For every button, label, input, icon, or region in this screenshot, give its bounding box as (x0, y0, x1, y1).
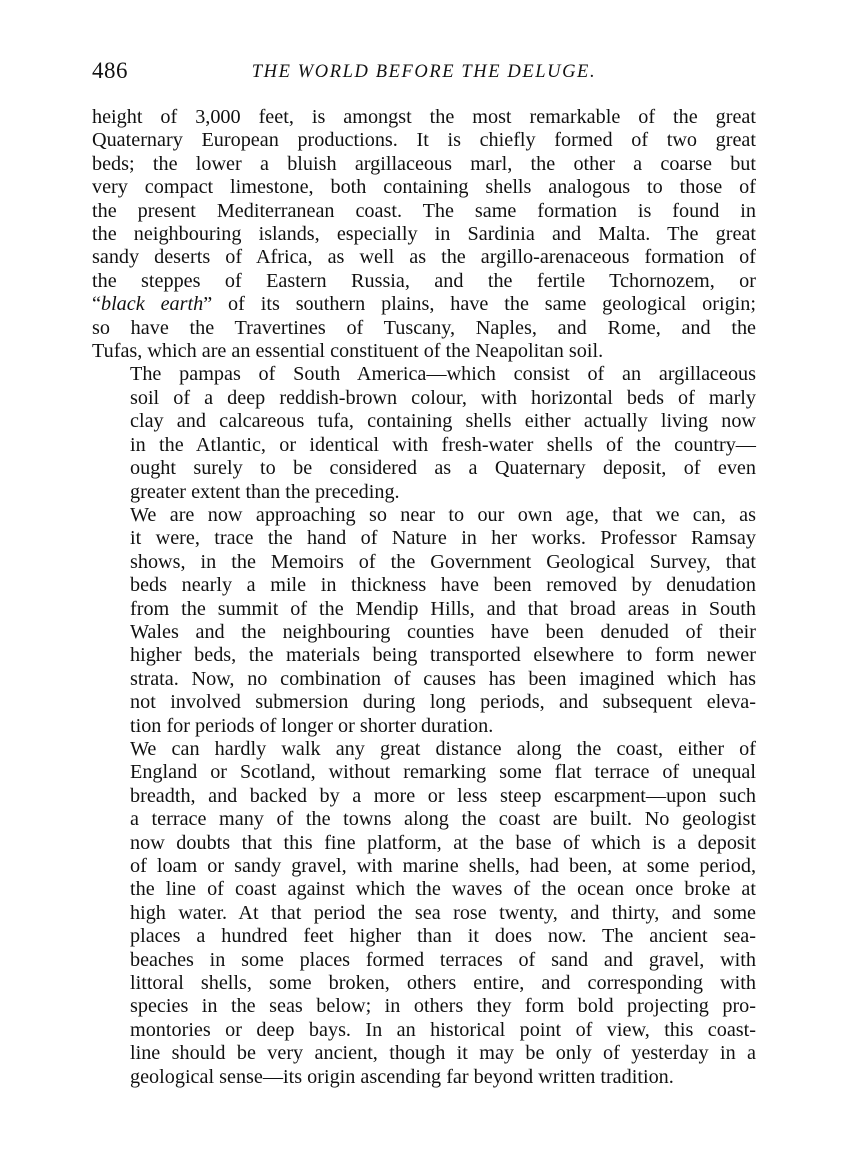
text-line: “black earth” of its southern plains, have the same geological origin; (92, 293, 756, 316)
text-line: We can hardly walk any great distance along the coast, either of (130, 737, 756, 760)
book-page (92, 58, 756, 1089)
text-line: geological sense—its origin ascending far beyond written tradition. (130, 1065, 674, 1088)
text-line: England or Scotland, without remarking some flat terrace of unequal (130, 761, 756, 784)
text-line: Tufas, which are an essential constituent of the Neapolitan soil. (92, 340, 604, 363)
text-line: the neighbouring islands, especially in Sardinia and Malta. The great (92, 223, 756, 246)
text-line: We are now approaching so near to our own age, that we can, as (130, 503, 756, 526)
text-line: sandy deserts of Africa, as well as the argillo-arenaceous formation of (92, 246, 756, 269)
text-line: the line of coast against which the waves of the ocean once broke at (130, 878, 756, 901)
text-line: of loam or sandy gravel, with marine shells, had been, at some period, (130, 855, 756, 877)
text-line: line should be very ancient, though it may be only of yesterday in a (130, 1042, 756, 1065)
running-head (92, 58, 756, 92)
text-line: beds; the lower a bluish argillaceous marl, the other a coarse but (92, 152, 756, 175)
text-line: shows, in the Memoirs of the Government Geological Survey, that (130, 550, 756, 573)
paragraph (92, 363, 756, 503)
text-line: The pampas of South America—which consist of an argillaceous (130, 363, 756, 386)
text-line: greater extent than the preceding. (130, 480, 400, 503)
text-line: the present Mediterranean coast. The same formation is found in (92, 199, 756, 222)
text-line: tion for periods of longer or shorter duration. (130, 714, 494, 737)
text-line: strata. Now, no combination of causes has been imagined which has (130, 667, 756, 690)
text-line: beds nearly a mile in thickness have been removed by denudation (130, 574, 756, 597)
paragraph (92, 504, 756, 738)
text-line: higher beds, the materials being transported elsewhere to form newer (130, 644, 756, 667)
text-line: height of 3,000 feet, is amongst the most remarkable of the great (92, 106, 756, 128)
text-line: very compact limestone, both containing shells analogous to those of (92, 176, 756, 199)
text-line: places a hundred feet higher than it does now. The ancient sea- (130, 925, 756, 948)
text-line: species in the seas below; in others they form bold projecting pro- (130, 995, 756, 1018)
text-line: littoral shells, some broken, others entire, and corresponding with (130, 972, 756, 995)
text-line: it were, trace the hand of Nature in her works. Professor Ramsay (130, 527, 756, 550)
text-line: in the Atlantic, or identical with fresh-water shells of the country— (130, 433, 756, 456)
text-line: not involved submersion during long periods, and subsequent eleva- (130, 691, 756, 714)
paragraph (92, 738, 756, 1089)
paragraph (92, 106, 756, 363)
text-line: soil of a deep reddish-brown colour, with horizontal beds of marly (130, 386, 756, 409)
text-line: breadth, and backed by a more or less steep escarpment—upon such (130, 784, 756, 807)
text-line: beaches in some places formed terraces of sand and gravel, with (130, 948, 756, 971)
text-line: clay and calcareous tufa, containing shells either actually living now (130, 410, 756, 433)
text-line: Wales and the neighbouring counties have been denuded of their (130, 620, 756, 643)
page-number: 486 (92, 58, 128, 83)
text-line: now doubts that this fine platform, at the base of which is a deposit (130, 831, 756, 854)
text-line: so have the Travertines of Tuscany, Naples, and Rome, and the (92, 316, 756, 339)
text-line: ought surely to be considered as a Quaternary deposit, of even (130, 457, 756, 480)
running-title: THE WORLD BEFORE THE DELUGE. (251, 62, 597, 82)
text-line: from the summit of the Mendip Hills, and that broad areas in South (130, 597, 756, 620)
text-line: high water. At that period the sea rose twenty, and thirty, and some (130, 901, 756, 924)
body-text (92, 106, 756, 1089)
text-line: a terrace many of the towns along the coast are built. No geologist (130, 808, 756, 831)
text-line: montories or deep bays. In an historical point of view, this coast- (130, 1018, 756, 1041)
text-line: Quaternary European productions. It is chiefly formed of two great (92, 129, 756, 152)
text-line: the steppes of Eastern Russia, and the fertile Tchornozem, or (92, 269, 756, 292)
